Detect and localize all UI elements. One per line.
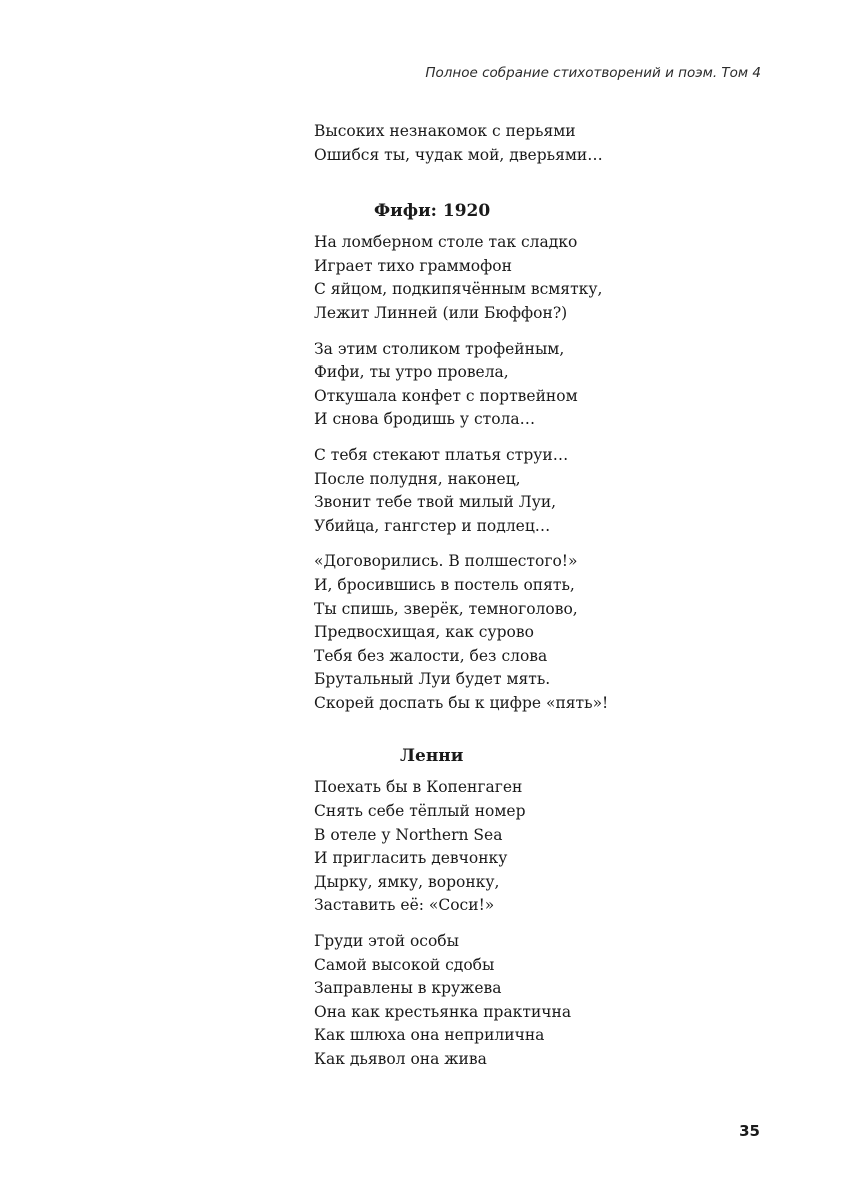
poem-line: Фифи, ты утро провела, [314,363,509,382]
poem-line: Откушала конфет с портвейном [314,386,578,405]
poem-line: Убийца, гангстер и подлец… [314,516,551,535]
poem-line: Снять себе тёплый номер [314,802,526,821]
poem-line: Ошибся ты, чудак мой, дверьями… [314,145,603,164]
poem-line: Заправлены в кружева [314,979,502,998]
page-number: 35 [739,1122,760,1140]
poem-line: После полудня, наконец, [314,469,521,488]
poem-line: Как шлюха она неприлична [314,1026,545,1045]
poem-line: Она как крестьянка практична [314,1002,572,1021]
poem-line: В отеле у Northern Sea [314,825,503,844]
poem-title-lenni: Ленни [400,746,464,767]
poem-line: Поехать бы в Копенгаген [314,778,523,797]
page-body [314,120,754,1084]
poem-line: Лежит Линней (или Бюффон?) [314,303,568,322]
stanza [314,930,754,1072]
stanza [314,231,754,325]
poem-line: Заставить её: «Соси!» [314,896,495,915]
poem-line: На ломберном столе так сладко [314,233,578,252]
stanza [314,338,754,432]
poem-line: И снова бродишь у стола… [314,410,536,429]
poem-line: Скорей доспать бы к цифре «пять»! [314,693,609,712]
poem-line: Как дьявол она жива [314,1050,487,1068]
poem-line: Высоких незнакомок с перьями [314,122,576,140]
poem-line: Предвосхищая, как сурово [314,623,534,642]
poem-line: И пригласить девчонку [314,849,508,868]
poem-line: Играет тихо граммофон [314,256,512,275]
poem-line: «Договорились. В полшестого!» [314,552,578,571]
poem-line: Ты спишь, зверёк, темноголово, [314,599,578,618]
poem-line: Груди этой особы [314,932,459,951]
stanza [314,776,754,918]
poem-line: За этим столиком трофейным, [314,339,565,358]
stanza [314,550,754,715]
poem-line: Самой высокой сдобы [314,955,495,974]
poem-line: И, бросившись в постель опять, [314,575,575,594]
poem-line: Дырку, ямку, воронку, [314,872,500,891]
poem-line: С тебя стекают платья струи… [314,445,569,464]
stanza [314,444,754,538]
continuation-stanza [314,120,754,167]
poem-line: Звонит тебе твой милый Луи, [314,493,557,512]
poem-line: Тебя без жалости, без слова [314,646,548,665]
poem-title-fifi: Фифи: 1920 [374,201,491,222]
running-header: Полное собрание стихотворений и поэм. Том 4 [425,65,761,81]
poem-line: Брутальный Луи будет мять. [314,670,551,689]
poem-line: С яйцом, подкипячённым всмятку, [314,280,603,299]
